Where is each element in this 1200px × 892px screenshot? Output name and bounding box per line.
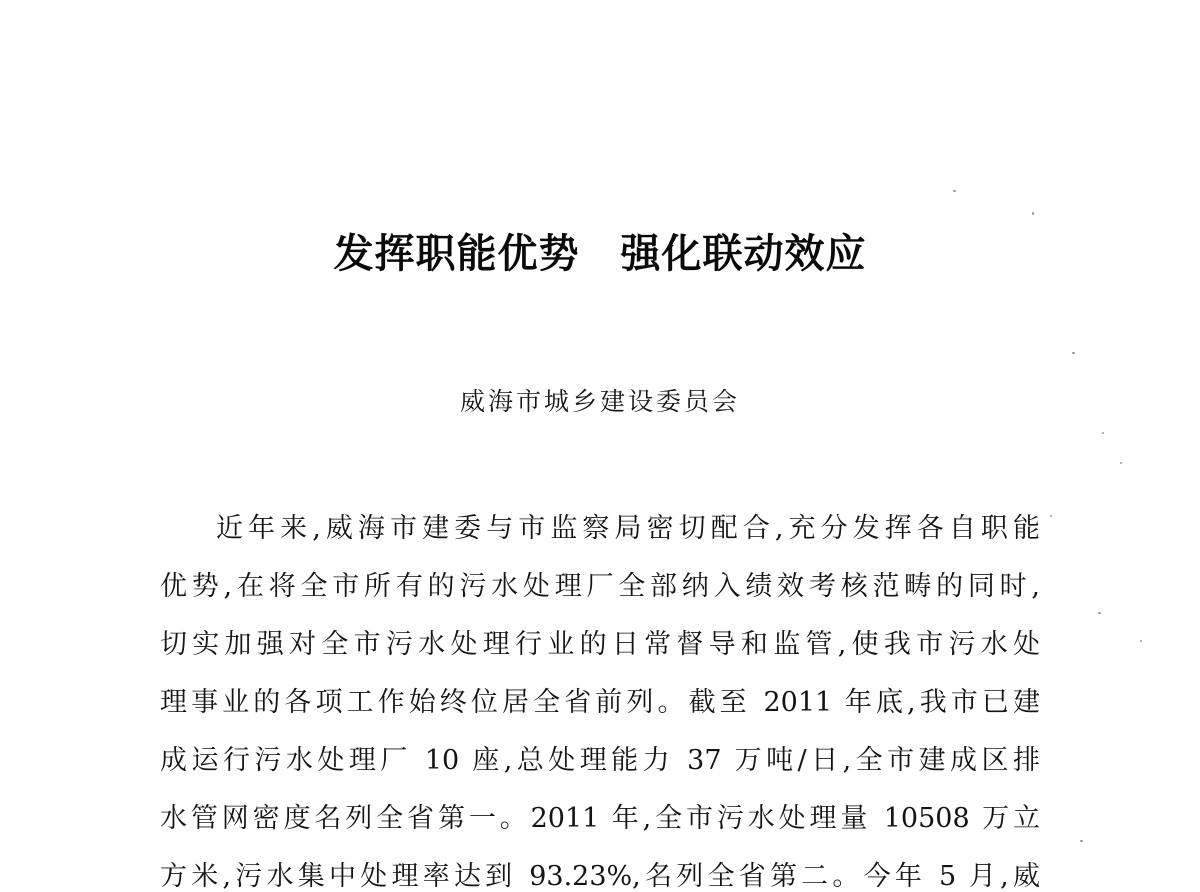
paragraph-line: 优势,在将全市所有的污水处理厂全部纳入绩效考核范畴的同时, bbox=[160, 571, 1040, 602]
scan-speck bbox=[953, 190, 956, 192]
scan-speck bbox=[1050, 515, 1052, 517]
scan-speck bbox=[1140, 640, 1142, 642]
paragraph-line: 理事业的各项工作始终位居全省前列。截至 2011 年底,我市已建 bbox=[160, 687, 1040, 718]
paragraph-line: 成运行污水处理厂 10 座,总处理能力 37 万吨/日,全市建成区排 bbox=[160, 745, 1040, 776]
scan-speck bbox=[1032, 212, 1034, 215]
paragraph-line: 水管网密度名列全省第一。2011 年,全市污水处理量 10508 万立 bbox=[160, 803, 1040, 834]
scan-speck bbox=[1072, 352, 1075, 354]
paragraph-line: 近年来,威海市建委与市监察局密切配合,充分发挥各自职能 bbox=[216, 513, 1040, 544]
paragraph-line: 方米,污水集中处理率达到 93.23%,名列全省第二。今年 5 月,威 bbox=[160, 861, 1040, 892]
document-title: 发挥职能优势 强化联动效应 bbox=[333, 231, 867, 277]
scan-speck bbox=[1120, 462, 1122, 464]
scan-speck bbox=[1098, 612, 1101, 614]
scan-speck bbox=[1102, 432, 1104, 434]
document-author: 威海市城乡建设委员会 bbox=[459, 387, 740, 416]
paragraph-line: 切实加强对全市污水处理行业的日常督导和监管,使我市污水处 bbox=[160, 629, 1040, 660]
document-body bbox=[160, 500, 1040, 892]
scan-speck bbox=[1080, 840, 1083, 842]
